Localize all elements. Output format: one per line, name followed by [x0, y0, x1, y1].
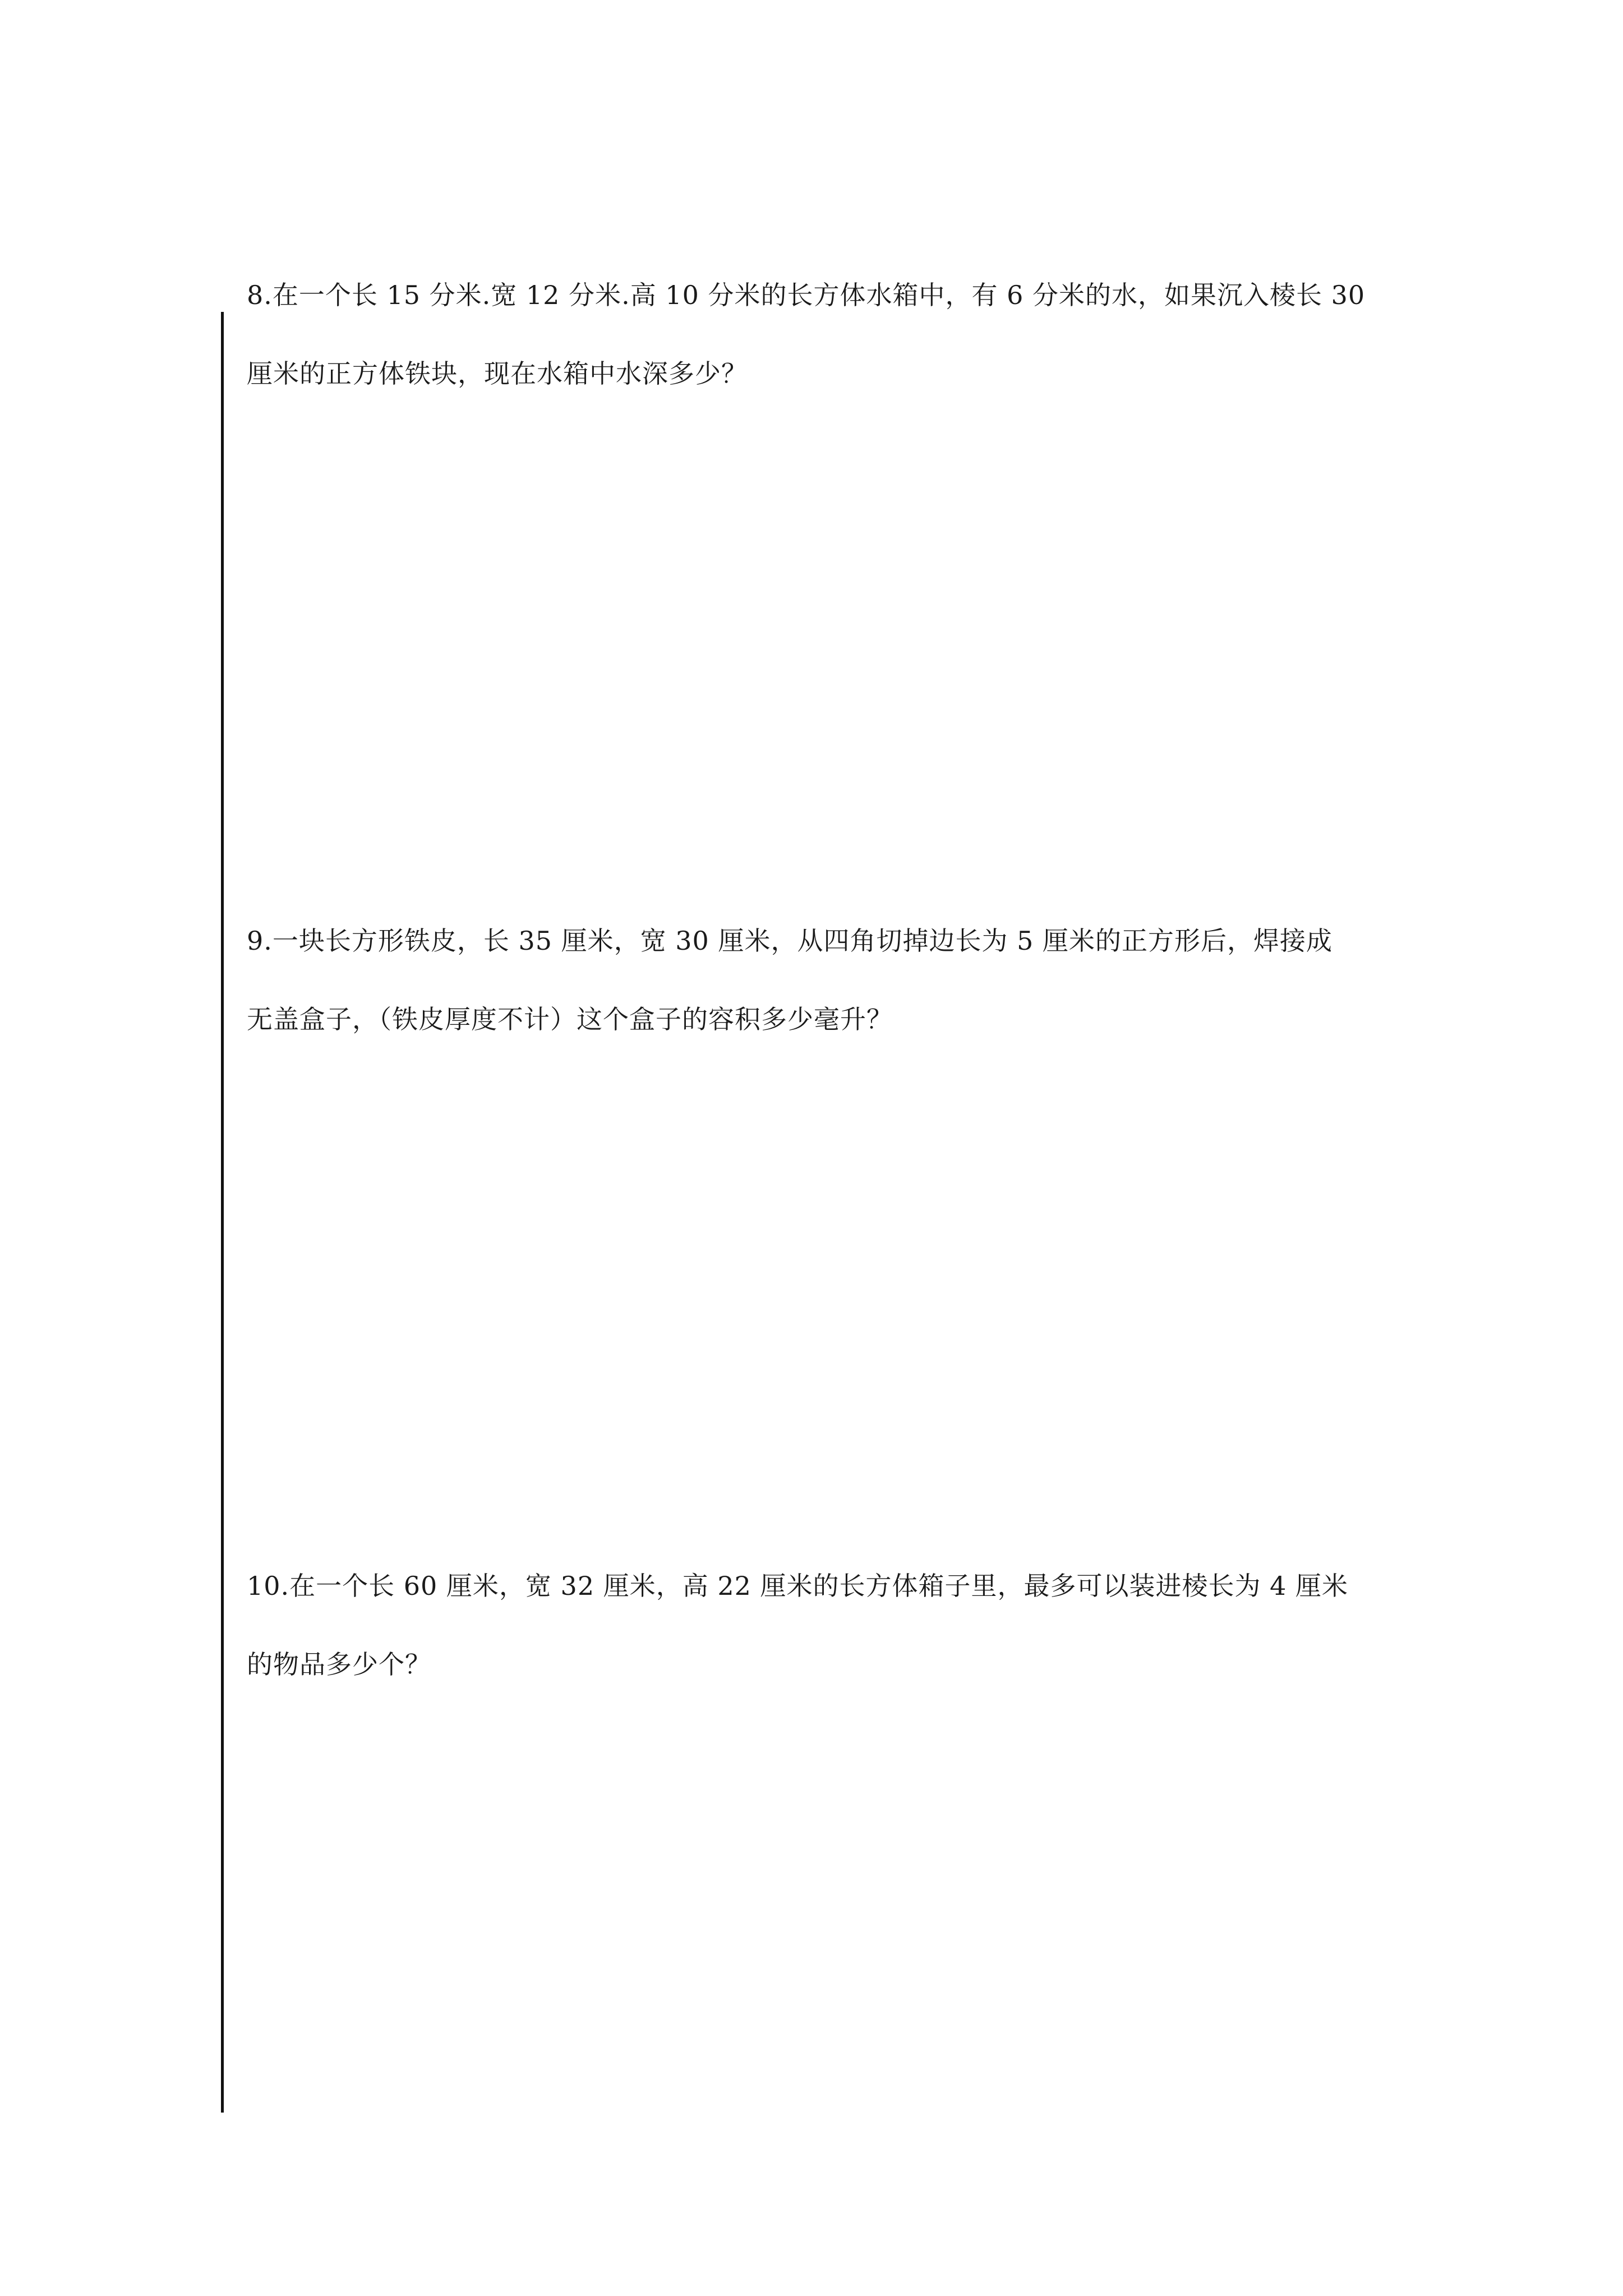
- question-9-line-2: 无盖盒子，（铁皮厚度不计）这个盒子的容积多少毫升？: [247, 1004, 893, 1034]
- question-9-line-1: 9.一块长方形铁皮，长 35 厘米，宽 30 厘米，从四角切掉边长为 5 厘米的正方形后，焊接成: [247, 926, 1332, 956]
- question-8-line-2: 厘米的正方体铁块，现在水箱中水深多少？: [247, 358, 748, 389]
- question-8-line-1: 8.在一个长 15 分米.宽 12 分米.高 10 分米的长方体水箱中，有 6 分米的水，如果沉入棱长 30: [247, 280, 1366, 310]
- question-10-line-2: 的物品多少个？: [247, 1649, 431, 1680]
- question-10-line-1: 10.在一个长 60 厘米，宽 32 厘米，高 22 厘米的长方体箱子里，最多可以装进棱长为 4 厘米: [247, 1571, 1348, 1601]
- question-10: [247, 1547, 1413, 1704]
- question-8: [247, 256, 1413, 413]
- binding-margin-line: [221, 312, 224, 2113]
- question-9: [247, 901, 1413, 1059]
